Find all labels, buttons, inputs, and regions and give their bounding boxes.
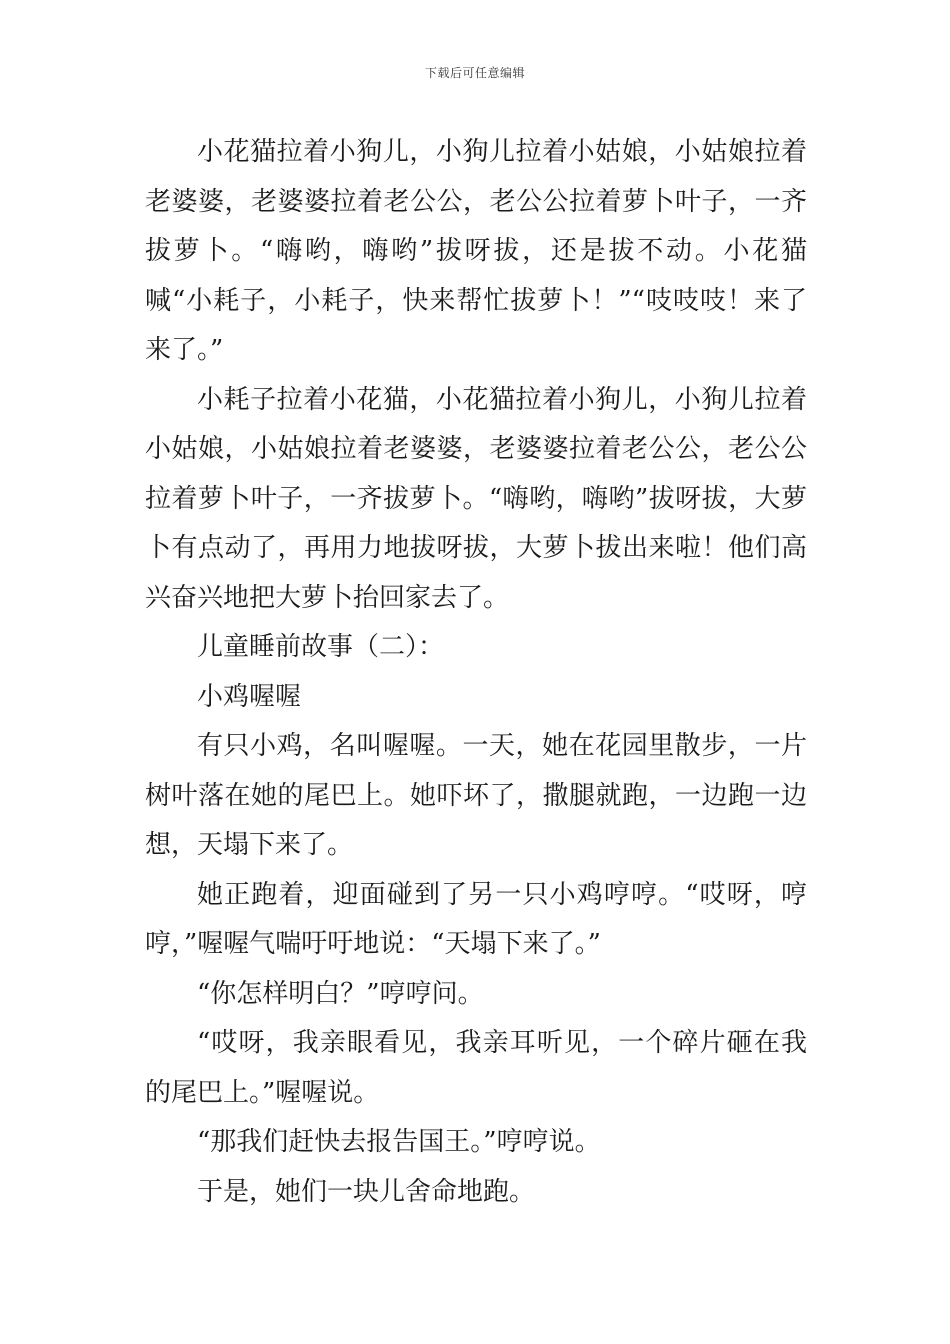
paragraph-turnip-mouse-call: 小花猫拉着小狗儿，小狗儿拉着小姑娘，小姑娘拉着老婆婆，老婆婆拉着老公公，老公公拉着萝卜叶子，一齐拔萝卜。“嗨哟，嗨哟”拔呀拔，还是拔不动。小花猫喊“小耗子，小耗子，快来帮忙拔萝卜！”“吱吱吱！来了来了。” bbox=[145, 137, 807, 365]
section-heading-story-two: 儿童睡前故事（二）： bbox=[197, 632, 445, 662]
paragraph-run-together: 于是，她们一块儿舍命地跑。 bbox=[197, 1176, 536, 1207]
paragraph-turnip-pulled-out: 小耗子拉着小花猫，小花猫拉着小狗儿，小狗儿拉着小姑娘，小姑娘拉着老婆婆，老婆婆拉着老公公，老公公拉着萝卜叶子，一齐拔萝卜。“嗨哟，嗨哟”拔呀拔，大萝卜有点动了，再用力地拔呀拔，大萝卜拔出来啦！他们高兴奋兴地把大萝卜抬回家去了。 bbox=[145, 384, 807, 613]
document-body bbox=[145, 128, 807, 1217]
paragraph-report-king: “那我们赶快去报告国王。”哼哼说。 bbox=[197, 1127, 601, 1157]
paragraph-wowo-explains: “哎呀，我亲眼看见，我亲耳听见，一个碎片砸在我的尾巴上。”喔喔说。 bbox=[145, 1028, 807, 1108]
paragraph-hengheng-asks: “你怎样明白？”哼哼问。 bbox=[197, 978, 484, 1009]
paragraph-chick-intro: 有只小鸡，名叫喔喔。一天，她在花园里散步，一片树叶落在她的尾巴上。她吓坏了，撒腿就跑，一边跑一边想，天塌下来了。 bbox=[145, 731, 807, 860]
story-title: 小鸡喔喔 bbox=[197, 681, 302, 712]
page-header-note: 下载后可任意编辑 bbox=[424, 66, 525, 80]
paragraph-meets-hengheng: 她正跑着，迎面碰到了另一只小鸡哼哼。“哎呀，哼哼，”喔喔气喘吁吁地说：“天塌下来了。” bbox=[145, 879, 807, 959]
